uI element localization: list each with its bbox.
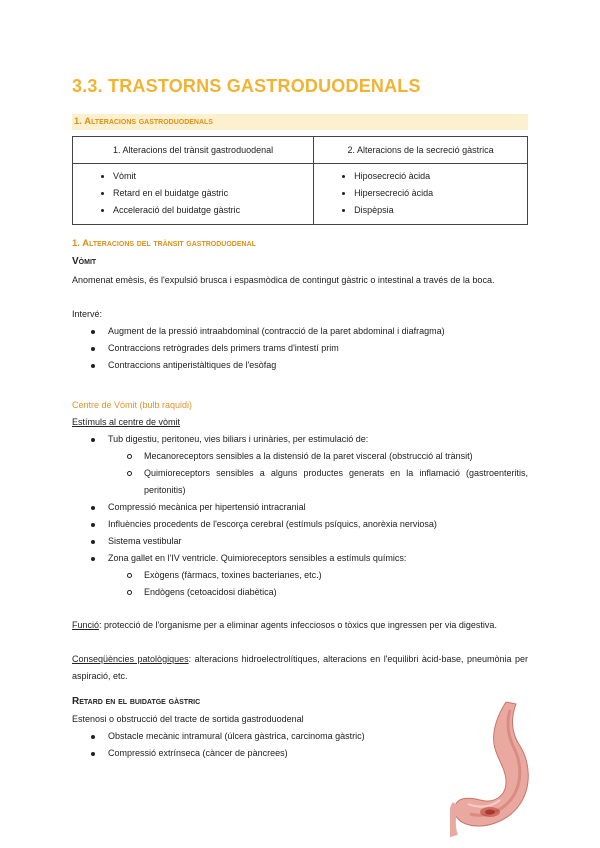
stimuli-list xyxy=(108,431,528,601)
section-heading-transit: 1. Alteracions del trànsit gastroduodenal xyxy=(72,238,256,249)
table-cell-transit xyxy=(73,164,314,225)
vomit-definition: Anomenat emèsis, és l'expulsió brusca i espasmòdica de contingut gàstric o intestinal a través de la boca. xyxy=(72,275,495,285)
sub-list-item: Mecanoreceptors sensibles a la distensió de la paret visceral (obstrucció al trànsit) xyxy=(144,448,528,465)
retard-intro: Estenosi o obstrucció del tracte de sortida gastroduodenal xyxy=(72,714,304,724)
table-header-secrecio: 2. Alteracions de la secreció gàstrica xyxy=(314,137,528,164)
list-item: Compressió mecànica per hipertensió intracranial xyxy=(108,499,528,516)
list-item: Contraccions antiperistàltiques de l'esòfag xyxy=(108,357,528,374)
list-item: Zona gallet en l'IV ventricle. Quimioreceptors sensibles a estímuls químics: Exògens (fàrmacs, toxines bacterianes, etc.) Endògens (cetoacidosi diabètica) xyxy=(108,550,528,601)
function-text: : protecció de l'organisme per a eliminar agents infecciosos o tòxics que ingressen per via digestiva. xyxy=(99,620,497,630)
intervene-label: Intervé: xyxy=(72,309,103,319)
list-item: Augment de la pressió intraabdominal (contracció de la paret abdominal i diafragma) xyxy=(108,323,528,340)
list-item: Tub digestiu, peritoneu, vies biliars i urinàries, per estimulació de: Mecanoreceptors sensibles a la distensió de la paret visceral (obstrucció al trànsit) Quimioreceptors sensibles a alguns productes generats en la inflamació (gastroenteritis, peritonitis) xyxy=(108,431,528,499)
list-item: Influències procedents de l'escorça cerebral (estímuls psíquics, anorèxia nerviosa) xyxy=(108,516,528,533)
list-item: • Vòmit xyxy=(113,168,313,185)
list-item: Compressió extrínseca (càncer de pàncrees) xyxy=(108,745,448,762)
list-item: Contraccions retrògrades dels primers trams d'intestí prim xyxy=(108,340,528,357)
list-item: • Dispèpsia xyxy=(354,202,527,219)
page-title: 3.3. TRASTORNS GASTRODUODENALS xyxy=(72,76,421,96)
section-heading-alteracions: 1. Alteracions gastroduodenals xyxy=(72,114,528,130)
function-label: Funció xyxy=(72,620,100,630)
table-header-transit: 1. Alteracions del trànsit gastroduodenal xyxy=(73,137,314,164)
sub-list-item: Exògens (fàrmacs, toxines bacterianes, etc.) xyxy=(144,567,528,584)
retard-heading: Retard en el buidatge gàstric xyxy=(72,696,201,707)
table-cell-secrecio xyxy=(314,164,528,225)
vomit-heading: Vòmit xyxy=(72,256,97,267)
alterations-table xyxy=(72,136,528,225)
sub-list-item: Quimioreceptors sensibles a alguns productes generats en la inflamació (gastroenteritis, peritonitis) xyxy=(144,465,528,499)
function-paragraph xyxy=(72,617,528,634)
list-item: • Retard en el buidatge gàstric xyxy=(113,185,313,202)
stomach-illustration-icon xyxy=(450,700,536,840)
consequences-label: Conseqüències patològiques xyxy=(72,654,189,664)
list-item: • Acceleració del buidatge gàstric xyxy=(113,202,313,219)
stimuli-label: Estímuls al centre de vòmit xyxy=(72,417,181,427)
consequences-text: : alteracions hidroelectrolítiques, alteracions en l'equilibri àcid-base, pneumònia per aspiració, etc. xyxy=(72,654,528,681)
list-item: • Hipersecreció àcida xyxy=(354,185,527,202)
list-item: Obstacle mecànic intramural (úlcera gàstrica, carcinoma gàstric) xyxy=(108,728,448,745)
list-item: • Hiposecreció àcida xyxy=(354,168,527,185)
sub-list-item: Endògens (cetoacidosi diabètica) xyxy=(144,584,528,601)
vomit-center-label: Centre de Vòmit (bulb raquidi) xyxy=(72,400,193,410)
list-item: Sistema vestibular xyxy=(108,533,528,550)
intervene-list xyxy=(108,323,528,374)
consequences-paragraph xyxy=(72,651,528,685)
retard-list xyxy=(108,728,448,762)
